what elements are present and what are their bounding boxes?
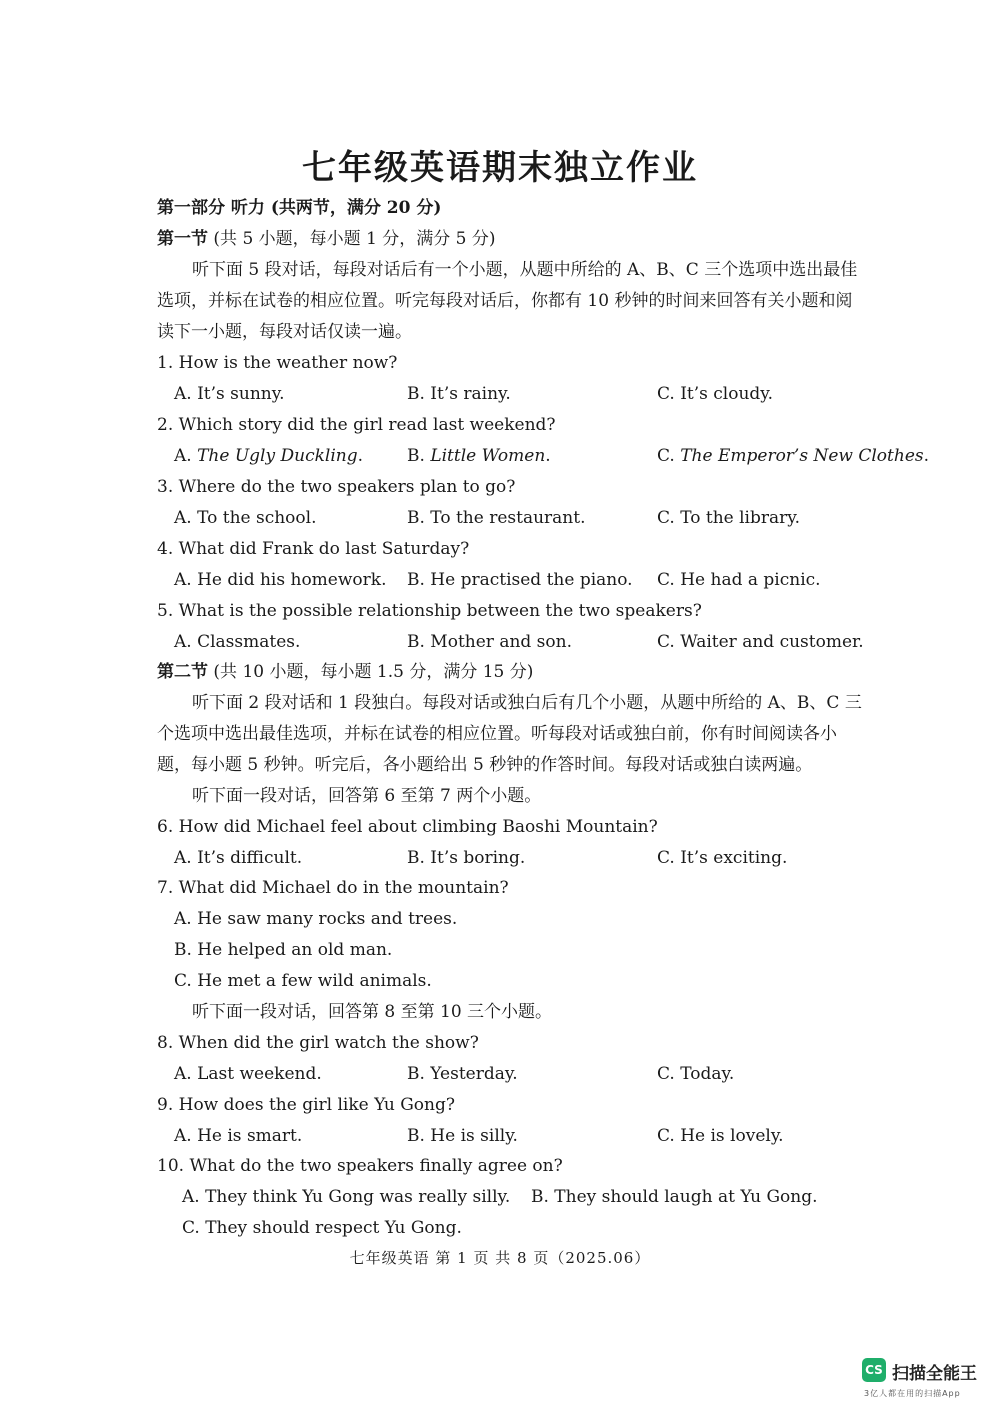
option-a: A. Last weekend.	[174, 1064, 322, 1084]
option-c: C. They should respect Yu Gong.	[182, 1218, 462, 1238]
option-a: A. He is smart.	[174, 1126, 303, 1146]
watermark-tagline: 3亿人都在用的扫描App	[864, 1389, 961, 1398]
option-b: B. Mother and son.	[407, 632, 572, 652]
option-b: B. It’s rainy.	[407, 384, 511, 404]
option-a: A. It’s difficult.	[174, 848, 303, 868]
section2-note: (共 10 小题，每小题 1.5 分，满分 15 分)	[208, 662, 534, 682]
option-period: .	[923, 446, 930, 466]
question-10: 10. What do the two speakers finally agree on?	[157, 1156, 563, 1176]
camscanner-logo-icon: CS	[862, 1358, 886, 1382]
question-4: 4. What did Frank do last Saturday?	[157, 539, 470, 559]
option-c	[657, 445, 929, 467]
section1-label: 第一节	[157, 229, 208, 249]
option-letter: B.	[407, 446, 431, 466]
section1-instruction-line: 听下面 5 段对话，每段对话后有一个小题，从题中所给的 A、B、C 三个选项中选出最佳	[192, 260, 858, 280]
option-c: C. He met a few wild animals.	[174, 971, 432, 991]
question-1: 1. How is the weather now?	[157, 353, 398, 373]
section2-instruction-line: 听下面 2 段对话和 1 段独白。每段对话或独白后有几个小题，从题中所给的 A、B、C 三	[192, 693, 862, 713]
option-a: A. It’s sunny.	[174, 384, 285, 404]
option-c: C. Waiter and customer.	[657, 632, 864, 652]
option-a: A. To the school.	[174, 508, 317, 528]
section1-note: (共 5 小题，每小题 1 分，满分 5 分)	[208, 229, 496, 249]
option-b: B. Yesterday.	[407, 1064, 518, 1084]
option-period: .	[545, 446, 551, 466]
section1-instruction-line: 读下一小题，每段对话仅读一遍。	[157, 322, 412, 342]
option-c: C. To the library.	[657, 508, 801, 528]
question-6: 6. How did Michael feel about climbing Baoshi Mountain?	[157, 817, 658, 837]
option-b: B. He helped an old man.	[174, 940, 393, 960]
option-c: C. He had a picnic.	[657, 570, 821, 590]
option-a: A. They think Yu Gong was really silly.	[182, 1187, 511, 1207]
option-c: C. Today.	[657, 1064, 735, 1084]
section2-heading	[157, 661, 533, 683]
question-8: 8. When did the girl watch the show?	[157, 1033, 479, 1053]
option-b: B. To the restaurant.	[407, 508, 586, 528]
option-title: The Emperor’s New Clothes	[680, 446, 924, 466]
option-letter: A.	[174, 446, 198, 466]
option-a: A. He saw many rocks and trees.	[174, 909, 458, 929]
option-title: The Ugly Duckling	[197, 446, 358, 466]
option-c: C. It’s cloudy.	[657, 384, 774, 404]
page-title: 七年级英语期末独立作业	[302, 148, 698, 188]
section1-instruction-line: 选项，并标在试卷的相应位置。听完每段对话后，你都有 10 秒钟的时间来回答有关小题和阅	[157, 291, 853, 311]
option-letter: C.	[657, 446, 681, 466]
question-3: 3. Where do the two speakers plan to go?	[157, 477, 516, 497]
question-9: 9. How does the girl like Yu Gong?	[157, 1095, 455, 1115]
option-a: A. He did his homework.	[174, 570, 387, 590]
option-a	[174, 445, 363, 467]
option-c: C. It’s exciting.	[657, 848, 788, 868]
section1-heading	[157, 228, 496, 250]
question-7: 7. What did Michael do in the mountain?	[157, 878, 509, 898]
option-b: B. He is silly.	[407, 1126, 518, 1146]
option-b: B. They should laugh at Yu Gong.	[531, 1187, 818, 1207]
section2-instruction-line: 题，每小题 5 秒钟。听完后，各小题给出 5 秒钟的作答时间。每段对话或独白读两遍。	[157, 755, 813, 775]
option-b	[407, 445, 551, 467]
dialogue-note: 听下面一段对话，回答第 6 至第 7 两个小题。	[192, 786, 542, 806]
option-b: B. He practised the piano.	[407, 570, 633, 590]
watermark-brand: 扫描全能王	[892, 1364, 977, 1384]
option-period: .	[357, 446, 364, 466]
option-title: Little Women	[430, 446, 546, 466]
option-b: B. It’s boring.	[407, 848, 526, 868]
question-2: 2. Which story did the girl read last weekend?	[157, 415, 556, 435]
question-5: 5. What is the possible relationship between the two speakers?	[157, 601, 702, 621]
option-c: C. He is lovely.	[657, 1126, 784, 1146]
option-a: A. Classmates.	[174, 632, 301, 652]
section2-label: 第二节	[157, 662, 208, 682]
dialogue-note: 听下面一段对话，回答第 8 至第 10 三个小题。	[192, 1002, 553, 1022]
part-heading: 第一部分 听力 (共两节，满分 20 分)	[157, 198, 442, 218]
section2-instruction-line: 个选项中选出最佳选项，并标在试卷的相应位置。听每段对话或独白前，你有时间阅读各小	[157, 724, 837, 744]
page-footer: 七年级英语 第 1 页 共 8 页（2025.06）	[349, 1249, 651, 1267]
